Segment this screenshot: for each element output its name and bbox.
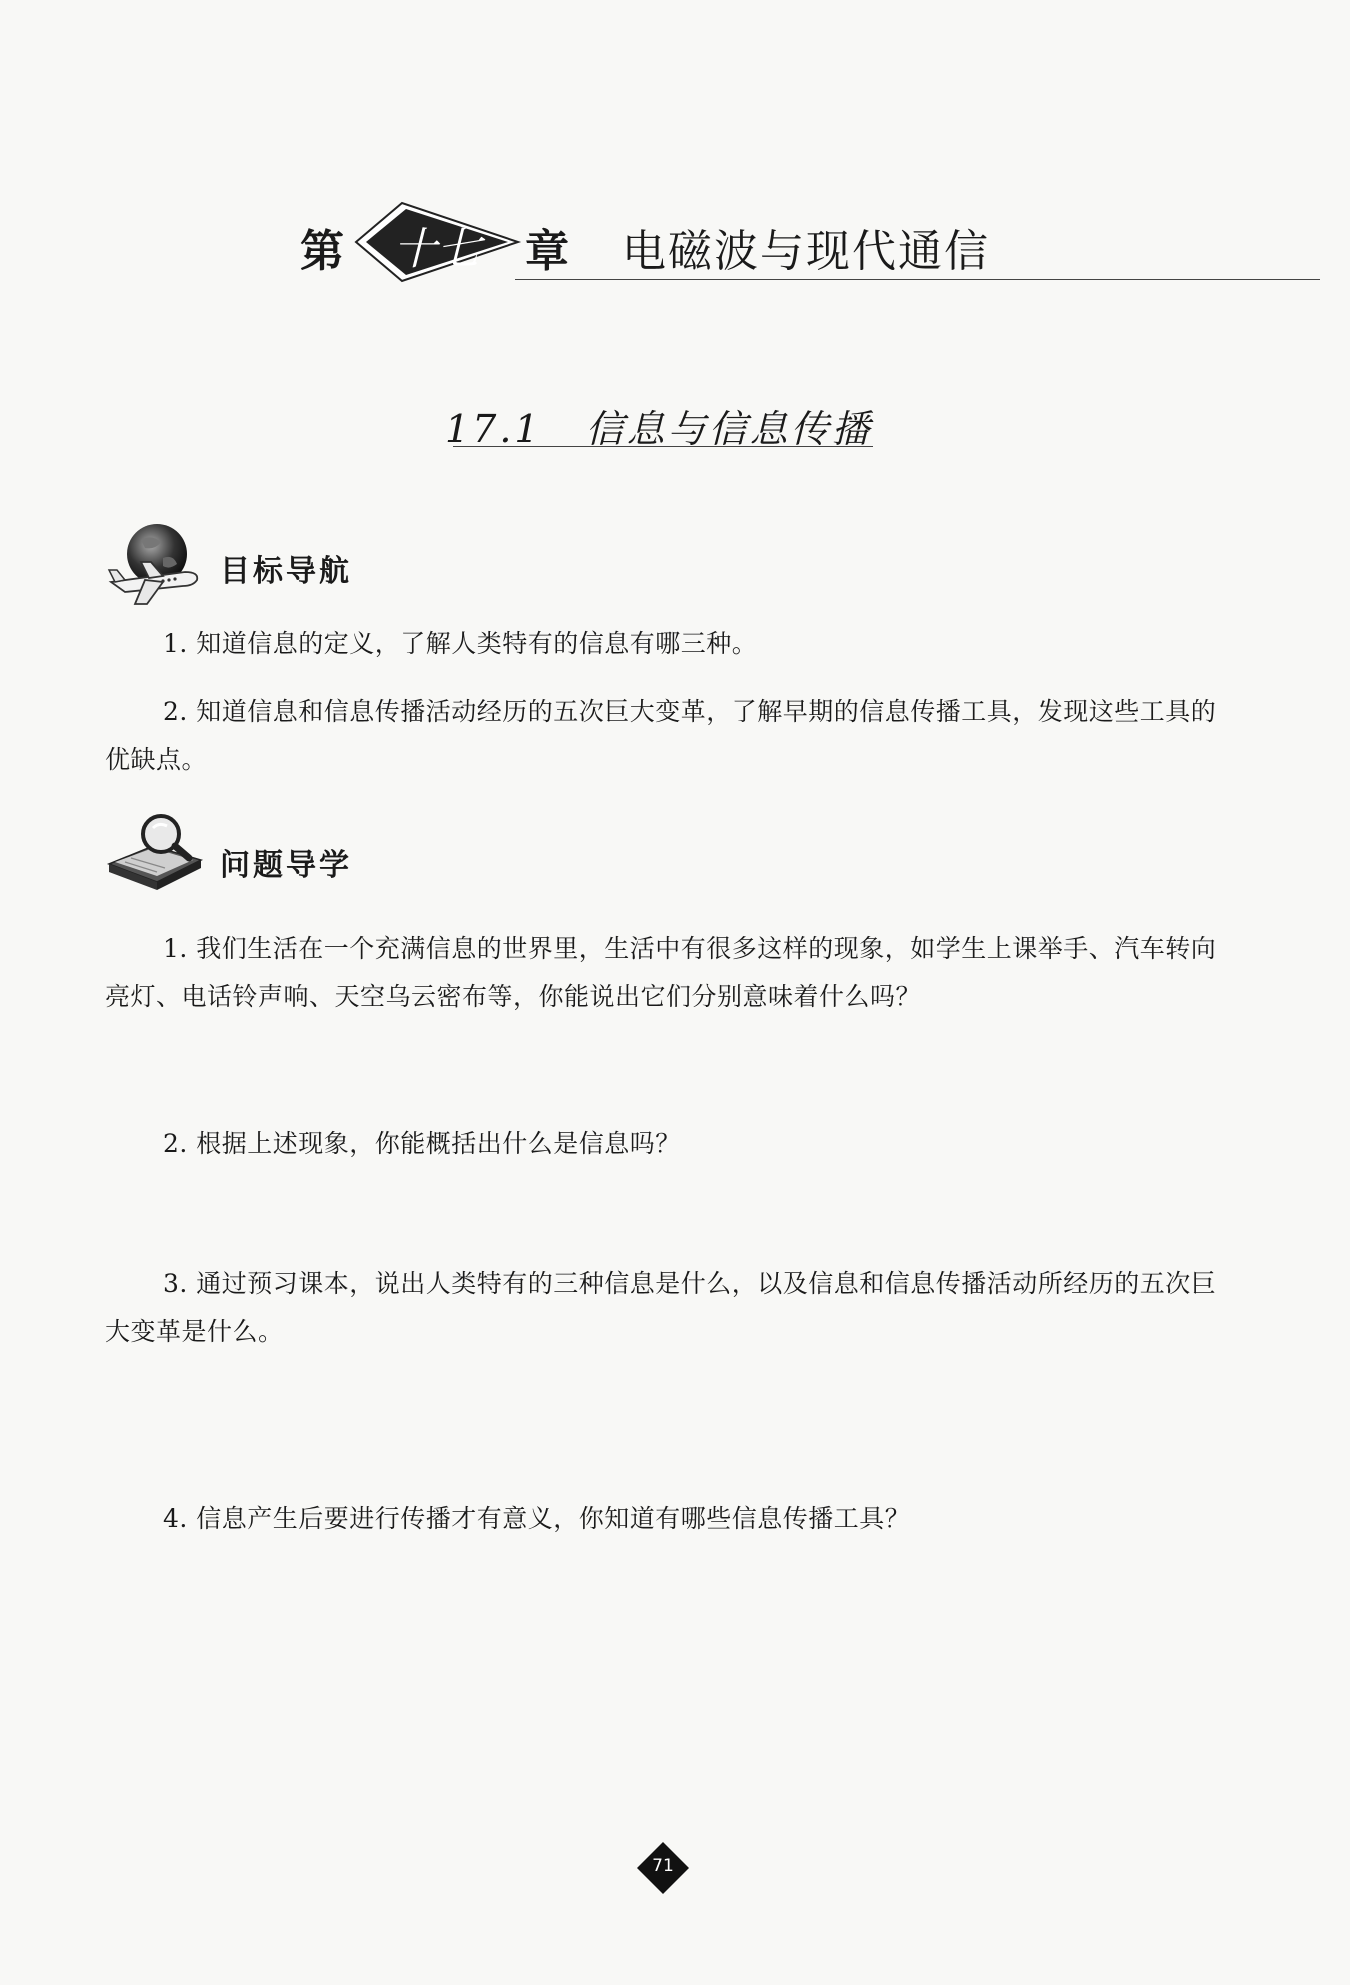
globe-airplane-icon <box>105 518 205 618</box>
chapter-underline <box>515 279 1320 280</box>
section-name: 信息与信息传播 <box>585 407 873 451</box>
objectives-heading-text: 目标导航 <box>220 554 352 589</box>
question-item: 3. 通过预习课本，说出人类特有的三种信息是什么，以及信息和信息传播活动所经历的五次巨大变革是什么。 <box>105 1269 1217 1346</box>
section-number: 17.1 <box>445 407 542 451</box>
chapter-prefix: 第 <box>300 226 344 277</box>
objective-item: 2. 知道信息和信息传播活动经历的五次巨大变革，了解早期的信息传播工具，发现这些工具的优缺点。 <box>105 697 1217 774</box>
page-number: 71 <box>652 1856 674 1876</box>
chapter-title: 电磁波与现代通信 <box>622 226 990 277</box>
chapter-number: 十七 <box>393 224 481 275</box>
questions-heading-text: 问题导学 <box>220 848 352 883</box>
magnifier-book-icon <box>105 800 205 900</box>
chapter-header <box>300 205 1020 285</box>
question-item: 2. 根据上述现象，你能概括出什么是信息吗？ <box>163 1129 681 1158</box>
chapter-suffix: 章 <box>525 226 569 277</box>
objective-item: 1. 知道信息的定义，了解人类特有的信息有哪三种。 <box>163 629 758 658</box>
section-underline <box>453 446 873 447</box>
chapter-number-badge <box>352 199 522 285</box>
section-title <box>445 398 875 453</box>
page-number-badge <box>635 1840 691 1896</box>
question-item: 4. 信息产生后要进行传播才有意义，你知道有哪些信息传播工具？ <box>163 1504 911 1533</box>
question-item: 1. 我们生活在一个充满信息的世界里，生活中有很多这样的现象，如学生上课举手、汽车转向亮灯、电话铃声响、天空乌云密布等，你能说出它们分别意味着什么吗？ <box>105 934 1217 1011</box>
